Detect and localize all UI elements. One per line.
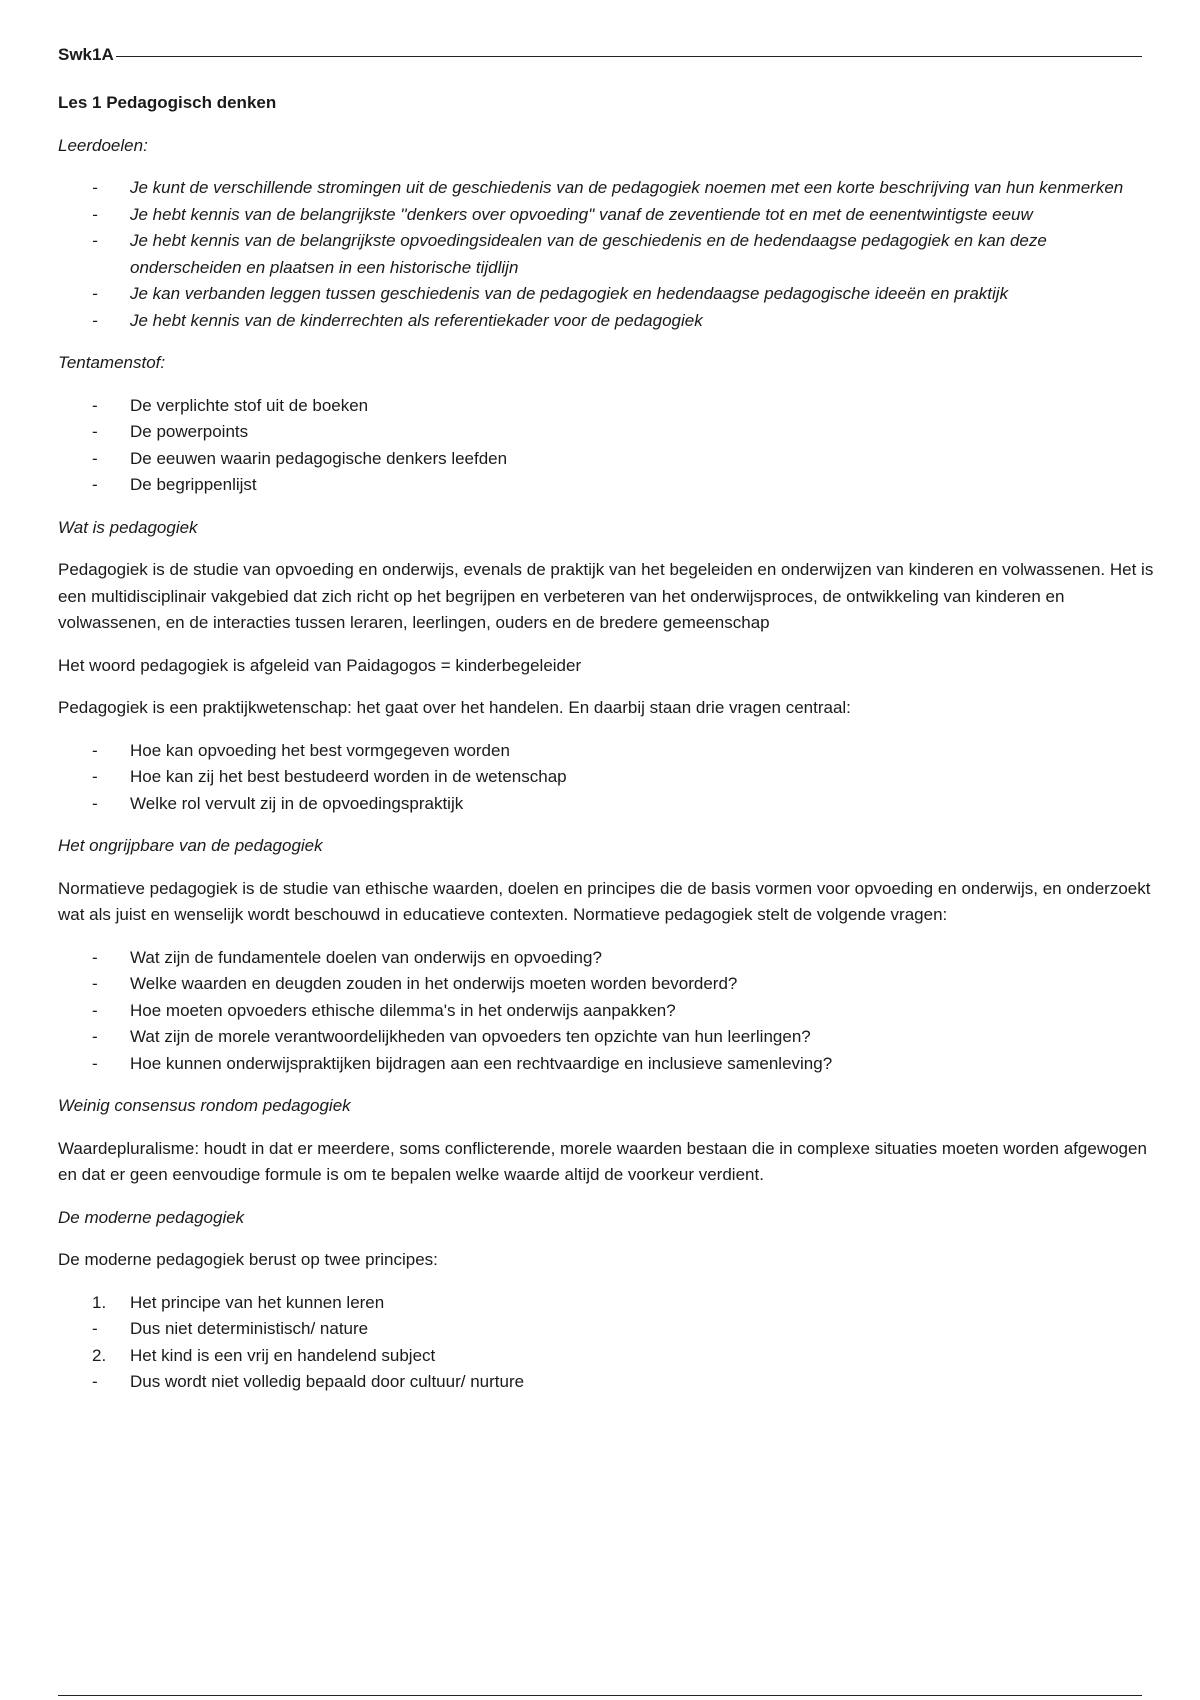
leerdoelen-list — [58, 175, 1158, 334]
list-item-text: Welke rol vervult zij in de opvoedingspraktijk — [130, 793, 464, 813]
list-item — [58, 998, 1130, 1025]
list-marker: 1. — [92, 1292, 107, 1312]
bullet-dash: - — [92, 947, 98, 967]
tentamenstof-heading: Tentamenstof: — [58, 353, 166, 372]
list-item — [58, 738, 1130, 765]
bullet-dash: - — [92, 1000, 98, 1020]
praktijk-paragraph: Pedagogiek is een praktijkwetenschap: het gaat over het handelen. En daarbij staan drie vragen centraal: — [58, 698, 851, 717]
list-item — [58, 202, 1130, 229]
list-item-text: De verplichte stof uit de boeken — [130, 395, 369, 415]
moderne-heading: De moderne pedagogiek — [58, 1207, 245, 1227]
list-item-text: Hoe kan opvoeding het best vormgegeven worden — [130, 740, 510, 760]
list-item — [58, 393, 1130, 420]
list-item-text: Wat zijn de fundamentele doelen van onderwijs en opvoeding? — [130, 947, 602, 967]
bullet-dash: - — [92, 1053, 98, 1073]
leerdoelen-heading: Leerdoelen: — [58, 135, 148, 155]
list-item — [58, 945, 1130, 972]
list-item-text: Hoe kunnen onderwijspraktijken bijdragen aan een rechtvaardige en inclusieve samenleving? — [130, 1053, 833, 1073]
bullet-dash: - — [92, 448, 98, 468]
list-item — [58, 472, 1130, 499]
list-item — [58, 1024, 1130, 1051]
list-marker: 2. — [92, 1345, 107, 1365]
list-item-text: Welke waarden en deugden zouden in het onderwijs moeten worden bevorderd? — [130, 974, 738, 993]
list-item-text: De begrippenlijst — [130, 475, 257, 494]
bullet-dash: - — [92, 178, 98, 197]
bullet-dash: - — [92, 310, 98, 330]
bullet-dash: - — [92, 974, 98, 993]
list-item — [58, 764, 1130, 791]
list-item-text: Het principe van het kunnen leren — [130, 1292, 385, 1312]
normatieve-paragraph: Normatieve pedagogiek is de studie van ethische waarden, doelen en principes die de basis vormen voor opvoeding en onderwijs, en onderzoekt wat als juist en wenselijk wordt beschouwd in educatieve contexten. Normatieve pedagogiek stelt de volgende vragen: — [58, 878, 1151, 924]
principes-list — [58, 1290, 1158, 1396]
list-item — [58, 175, 1130, 202]
list-item-text: Je hebt kennis van de belangrijkste opvoedingsidealen van de geschiedenis en de hedendaagse pedagogiek en kan deze onderscheiden en plaatsen in een historische tijdlijn — [130, 231, 1047, 277]
tentamenstof-list — [58, 393, 1158, 499]
list-item-text: Hoe moeten opvoeders ethische dilemma's in het onderwijs aanpakken? — [130, 1000, 676, 1020]
document-body — [58, 90, 1158, 1412]
list-item-text: De eeuwen waarin pedagogische denkers leefden — [130, 448, 508, 468]
list-item — [58, 1316, 1130, 1343]
bullet-dash: - — [92, 793, 98, 813]
list-item-text: Je hebt kennis van de kinderrechten als referentiekader voor de pedagogiek — [130, 310, 703, 330]
list-item-text: Het kind is een vrij en handelend subject — [130, 1345, 436, 1365]
ongrijpbare-heading: Het ongrijpbare van de pedagogiek — [58, 836, 323, 855]
list-item — [58, 791, 1130, 818]
wat-is-paragraph: Pedagogiek is de studie van opvoeding en onderwijs, evenals de praktijk van het begeleiden en onderwijzen van kinderen en volwassenen. Het is een multidisciplinair vakgebied dat zich richt op het begrijpen en verbeteren van het onderwijsproces, de ontwikkeling van kinderen en volwassenen, en de interacties tussen leraren, leerlingen, ouders en de bredere gemeenschap — [58, 560, 1154, 632]
list-item-text: Hoe kan zij het best bestudeerd worden in de wetenschap — [130, 767, 567, 786]
document-title: Swk1A — [58, 45, 114, 64]
normatieve-vragen-list — [58, 945, 1158, 1078]
bullet-dash: - — [92, 740, 98, 760]
bullet-dash: - — [92, 1027, 98, 1046]
drie-vragen-list — [58, 738, 1158, 818]
wat-is-heading: Wat is pedagogiek — [58, 517, 198, 537]
bullet-dash: - — [92, 422, 98, 441]
list-item — [58, 419, 1130, 446]
list-item-text: Je kan verbanden leggen tussen geschiedenis van de pedagogiek en hedendaagse pedagogische ideeën en praktijk — [130, 284, 1009, 303]
list-marker: - — [92, 1319, 98, 1338]
list-item-text: Dus wordt niet volledig bepaald door cultuur/ nurture — [130, 1372, 525, 1391]
list-item-text: Wat zijn de morele verantwoordelijkheden van opvoeders ten opzichte van hun leerlingen? — [130, 1027, 811, 1046]
bullet-dash: - — [92, 767, 98, 786]
list-item — [58, 308, 1130, 335]
etymology-paragraph: Het woord pedagogiek is afgeleid van Paidagogos = kinderbegeleider — [58, 655, 582, 675]
bullet-dash: - — [92, 231, 98, 250]
list-item — [58, 1051, 1130, 1078]
waardepluralisme-paragraph: Waardepluralisme: houdt in dat er meerdere, soms conflicterende, morele waarden bestaan die in complexe situaties moeten worden afgewogen en dat er geen eenvoudige formule is om te bepalen welke waarde altijd de voorkeur verdient. — [58, 1138, 1147, 1184]
list-item — [58, 1290, 1130, 1317]
list-item-text: De powerpoints — [130, 422, 249, 441]
list-item — [58, 228, 1130, 281]
list-item — [58, 446, 1130, 473]
bullet-dash: - — [92, 475, 98, 494]
list-item — [58, 971, 1130, 998]
list-item-text: Je kunt de verschillende stromingen uit de geschiedenis van de pedagogiek noemen met een korte beschrijving van hun kenmerken — [130, 178, 1124, 197]
list-item-text: Je hebt kennis van de belangrijkste ''denkers over opvoeding" vanaf de zeventiende tot en met de eenentwintigste eeuw — [130, 204, 1033, 224]
bullet-dash: - — [92, 284, 98, 303]
list-item-text: Dus niet deterministisch/ nature — [130, 1319, 369, 1338]
header-rule — [58, 56, 1142, 57]
list-marker: - — [92, 1372, 98, 1391]
list-item — [58, 1369, 1130, 1396]
list-item — [58, 281, 1130, 308]
bullet-dash: - — [92, 395, 98, 415]
moderne-paragraph: De moderne pedagogiek berust op twee principes: — [58, 1250, 438, 1269]
list-item — [58, 1343, 1130, 1370]
footer-rule — [58, 1695, 1142, 1696]
consensus-heading: Weinig consensus rondom pedagogiek — [58, 1096, 351, 1115]
lesson-title: Les 1 Pedagogisch denken — [58, 93, 277, 112]
bullet-dash: - — [92, 204, 98, 224]
